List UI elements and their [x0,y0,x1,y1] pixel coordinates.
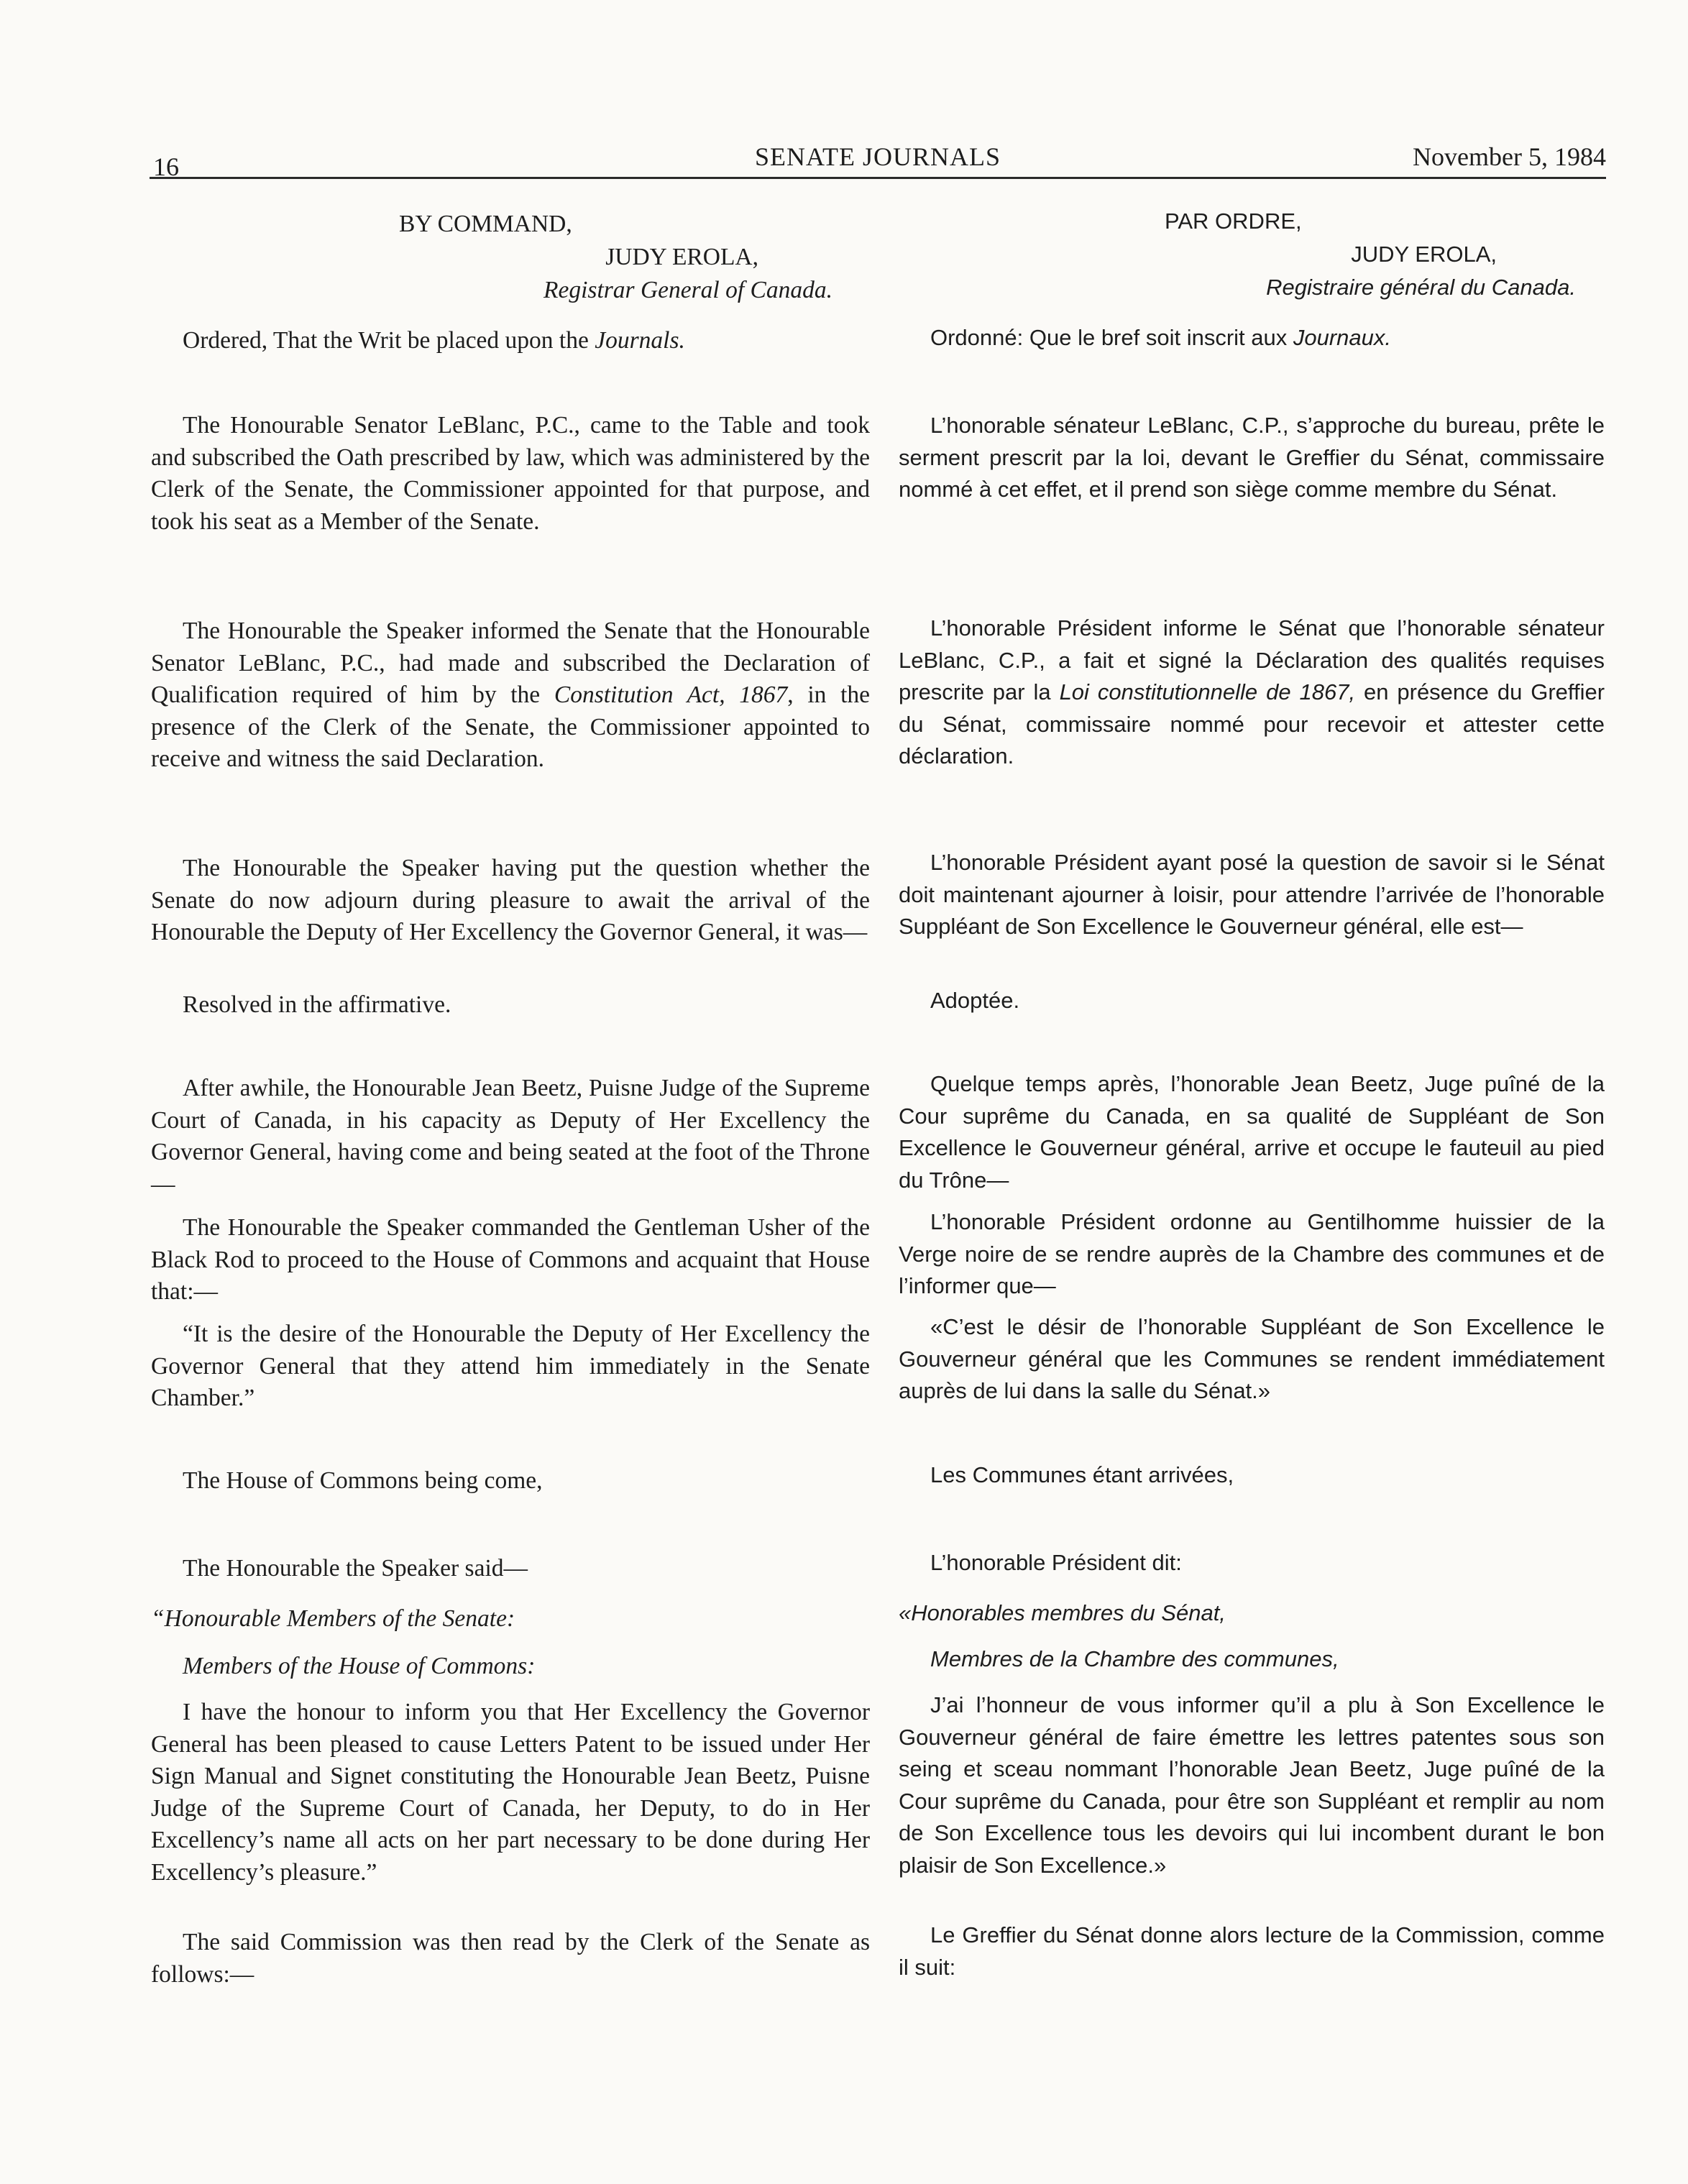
en-question-paragraph: The Honourable the Speaker having put the question whether the Senate do now adjourn during pleasure to await the arrival of the Honourable the Deputy of Her Excellency the Governor General, it was— [151,855,870,945]
journal-date: November 5, 1984 [1413,142,1606,171]
en-resolved: Resolved in the affirmative. [183,991,451,1018]
fr-salutation-commons: Membres de la Chambre des communes, [930,1646,1339,1671]
fr-command: PAR ORDRE, [1165,208,1302,234]
en-salutation-commons: Members of the House of Commons: [183,1653,536,1679]
en-signer: JUDY EROLA, [605,244,758,270]
fr-speaker-said: L’honorable Président dit: [930,1550,1182,1575]
fr-desire-paragraph: «C’est le désir de l’honorable Suppléant de Son Excellence le Gouverneur général que les Communes se rendent immédiatement auprès de lui dans la salle du Sénat.» [899,1314,1605,1403]
en-speaker-said: The Honourable the Speaker said— [183,1555,528,1582]
fr-commons: Les Communes étant arrivées, [930,1462,1234,1487]
fr-oath-paragraph: L’honorable sénateur LeBlanc, C.P., s’approche du bureau, prête le serment prescrit par la loi, devant le Greffier du Sénat, commissaire nommé à cet effet, et il prend son siège comme membre du Sénat. [899,413,1605,502]
page-number: 16 [153,152,179,181]
fr-honour-paragraph: J’ai l’honneur de vous informer qu’il a plu à Son Excellence le Gouverneur général de faire émettre les lettres patentes sous son seing et sceau nommant l’honorable Jean Beetz, Juge puîné de la Cour suprême du Canada, pour être son Suppléant et remplir au nom de Son Excellence tous les devoirs qui lui incombent durant le bon plaisir de Son Excellence.» [899,1692,1605,1878]
fr-awhile-paragraph: Quelque temps après, l’honorable Jean Beetz, Juge puîné de la Cour suprême du Canada, en sa qualité de Suppléant de Son Excellence le Gouverneur général, arrive et occupe le fauteuil au pied du Trône— [899,1071,1605,1193]
fr-commanded-paragraph: L’honorable Président ordonne au Gentilhomme huissier de la Verge noire de se rendre auprès de la Chambre des communes et de l’informer que— [899,1209,1605,1298]
fr-question-paragraph: L’honorable Président ayant posé la question de savoir si le Sénat doit maintenant ajourner à loisir, pour attendre l’arrivée de l’honorable Suppléant de Son Excellence le Gouverneur général, elle est— [899,850,1605,939]
en-honour-paragraph: I have the honour to inform you that Her Excellency the Governor General has been pleased to cause Letters Patent to be issued under Her Sign Manual and Signet constituting the Honourable Jean Beetz, Puisne Judge of the Supreme Court of Canada, her Deputy, to do in Her Excellency’s name all acts on her part necessary to be done during Her Excellency’s pleasure.” [151,1699,870,1886]
fr-commission-paragraph: Le Greffier du Sénat donne alors lecture de la Commission, comme il suit: [899,1922,1605,1980]
en-awhile-paragraph: After awhile, the Honourable Jean Beetz, Puisne Judge of the Supreme Court of Canada, in his capacity as Deputy of Her Excellency the Governor General, having come and being seated at the foot of the Throne— [151,1075,870,1198]
fr-resolved: Adoptée. [930,988,1020,1013]
fr-declaration-paragraph: L’honorable Président informe le Sénat que l’honorable sénateur LeBlanc, C.P., a fait et signé la Déclaration des qualités requises prescrite par la Loi constitutionnelle de 1867, en présence du Greffier du Sénat, commissaire nommé pour recevoir et attester cette déclaration. [899,615,1605,768]
en-oath-paragraph: The Honourable Senator LeBlanc, P.C., came to the Table and took and subscribed the Oath prescribed by law, which was administered by the Clerk of the Senate, the Commissioner appointed for that purpose, and took his seat as a Member of the Senate. [151,412,870,535]
en-commons: The House of Commons being come, [183,1467,543,1494]
en-salutation-senate: “Honourable Members of the Senate: [151,1605,515,1632]
en-ordered: Ordered, That the Writ be placed upon the Journals. [183,327,685,354]
fr-ordered: Ordonné: Que le bref soit inscrit aux Journaux. [930,325,1391,350]
en-commanded-paragraph: The Honourable the Speaker commanded the Gentleman Usher of the Black Rod to proceed to the House of Commons and acquaint that House that:— [151,1214,870,1305]
fr-salutation-senate: «Honorables membres du Sénat, [899,1600,1226,1625]
en-desire-paragraph: “It is the desire of the Honourable the Deputy of Her Excellency the Governor General that they attend him immediately in the Senate Chamber.” [151,1321,870,1411]
en-command: BY COMMAND, [399,211,572,237]
en-declaration-paragraph: The Honourable the Speaker informed the Senate that the Honourable Senator LeBlanc, P.C., had made and subscribed the Declaration of Qualification required of him by the Constitution Act, 1867, in the presence of the Clerk of the Senate, the Commissioner appointed to receive and witness the said Declaration. [151,618,871,772]
journal-title: SENATE JOURNALS [754,142,1001,171]
en-signer-title: Registrar General of Canada. [543,277,832,303]
en-commission-paragraph: The said Commission was then read by the Clerk of the Senate as follows:— [151,1929,870,1988]
fr-signer: JUDY EROLA, [1351,242,1497,267]
fr-signer-title: Registraire général du Canada. [1266,275,1576,300]
running-header [150,137,1606,179]
